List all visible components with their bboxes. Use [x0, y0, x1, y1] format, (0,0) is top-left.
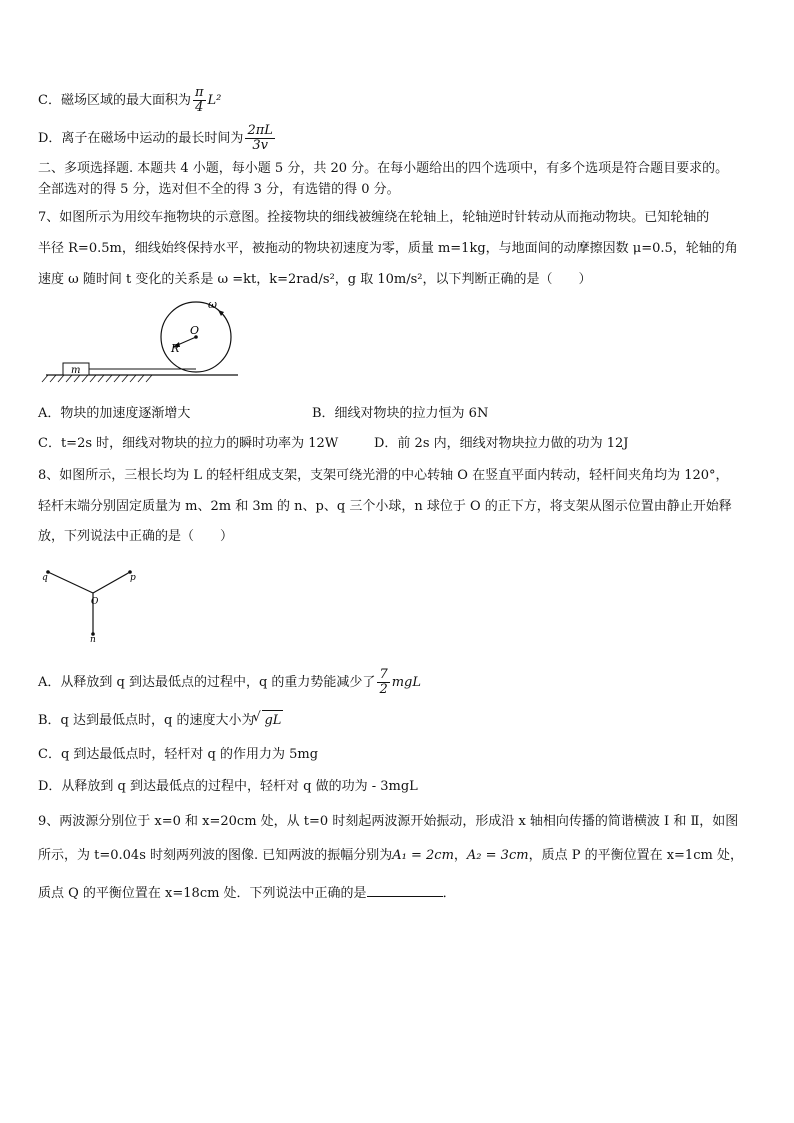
- q9-line2-tail: ，质点 P 的平衡位置在 x=1cm 处，: [528, 848, 743, 863]
- q8-option-a-unit: mgL: [391, 675, 422, 690]
- q8-option-b: [38, 710, 758, 731]
- q8-option-d: D．从释放到 q 到达最低点的过程中，轻杆对 q 做的功为 - 3mgL: [38, 779, 418, 794]
- q9-line3: [38, 882, 758, 904]
- q7-option-d: D．前 2s 内，细线对物块拉力做的功为 12J: [374, 436, 629, 451]
- q7-line3: 速度 ω 随时间 t 变化的关系是 ω =kt，k=2rad/s²，g 取 10m/s²，以下判断正确的是（ ）: [38, 272, 592, 287]
- q7-option-a: A．物块的加速度逐渐增大: [38, 406, 191, 421]
- label-q: q: [42, 573, 48, 583]
- ground-hatching: [42, 375, 152, 382]
- section2-line1: 二、多项选择题. 本题共 4 小题，每小题 5 分，共 20 分。在每小题给出的四个选项中，有多个选项是符合题目要求的。: [38, 161, 729, 176]
- fraction-2piL-over-3v: $\frac{2\pi L}{3v}$: [247, 123, 273, 153]
- option-c-area: [38, 86, 758, 115]
- rod-q: [48, 572, 93, 593]
- q9-line3-text: 质点 Q 的平衡位置在 x=18cm 处．下列说法中正确的是: [38, 886, 367, 901]
- q8-line1: 8、如图所示，三根长均为 L 的轻杆组成支架，支架可绕光滑的中心转轴 O 在竖直平面内转动，轻杆间夹角均为 120°，: [38, 468, 729, 483]
- sqrt-gl: √ gL: [262, 710, 283, 731]
- q7-line1: 7、如图所示为用绞车拖物块的示意图。拴接物块的细线被缠绕在轮轴上，轮轴逆时针转动从而拖动物块。已知轮轴的: [38, 210, 710, 225]
- rod-p: [93, 572, 130, 593]
- q8-support-figure: [38, 560, 148, 644]
- omega-label: ω: [208, 298, 217, 311]
- q9-line2-text: 所示，为 t=0.04s 时刻两列波的图像. 已知两波的振幅分别为: [38, 848, 393, 863]
- q7-line2: 半径 R=0.5m，细线始终保持水平，被拖动的物块初速度为零，质量 m=1kg，与地面间的动摩擦因数 μ=0.5，轮轴的角: [38, 241, 738, 256]
- fraction-7-over-2: $\frac{7}{2}$: [379, 667, 388, 697]
- q9-line2: 所示，为 t=0.04s 时刻两列波的图像. 已知两波的振幅分别为A₁ = 2cm，A₂ = 3cm，质点 P 的平衡位置在 x=1cm 处，: [38, 848, 743, 863]
- option-d-text: D．离子在磁场中运动的最长时间为: [38, 131, 244, 146]
- q9-line1: 9、两波源分别位于 x=0 和 x=20cm 处，从 t=0 时刻起两波源开始振动，形成沿 x 轴相向传播的简谐横波 Ⅰ 和 Ⅱ，如图: [38, 814, 739, 829]
- center-label: O: [190, 324, 200, 337]
- label-o: O: [91, 597, 99, 607]
- q8-option-b-text: B．q 达到最低点时，q 的速度大小为: [38, 713, 255, 728]
- q8-line3: 放，下列说法中正确的是（ ）: [38, 529, 234, 544]
- q9-line3-end: ．: [442, 886, 456, 901]
- q8-option-a-text: A．从释放到 q 到达最低点的过程中，q 的重力势能减少了: [38, 675, 376, 690]
- answer-blank[interactable]: [367, 882, 443, 897]
- q7-winch-figure: [38, 296, 258, 392]
- radius-label: R: [171, 342, 180, 355]
- block-label: m: [71, 365, 81, 376]
- section2-line2: 全部选对的得 5 分，选对但不全的得 3 分，有选错的得 0 分。: [38, 182, 400, 197]
- q8-option-c: C．q 到达最低点时，轻杆对 q 的作用力为 5mg: [38, 747, 319, 762]
- option-c-unit: L²: [207, 93, 222, 108]
- label-p: p: [130, 573, 136, 583]
- option-d-area: [38, 124, 758, 153]
- amplitude-2: A₂ = 3cm: [466, 848, 529, 863]
- q7-option-b: B．细线对物块的拉力恒为 6N: [312, 406, 489, 421]
- q8-option-a: [38, 668, 758, 697]
- label-n: n: [90, 635, 96, 644]
- q8-line2: 轻杆末端分别固定质量为 m、2m 和 3m 的 n、p、q 三个小球，n 球位于 O 的正下方，将支架从图示位置由静止开始释: [38, 499, 732, 514]
- amplitude-1: A₁ = 2cm: [392, 848, 454, 863]
- fraction-pi-over-4: $\frac{\pi}{4}$: [194, 85, 204, 115]
- option-c-text: C．磁场区域的最大面积为: [38, 93, 191, 108]
- q7-option-c-text: C．t=2s 时，细线对物块的拉力的瞬时功率为 12W: [38, 436, 339, 451]
